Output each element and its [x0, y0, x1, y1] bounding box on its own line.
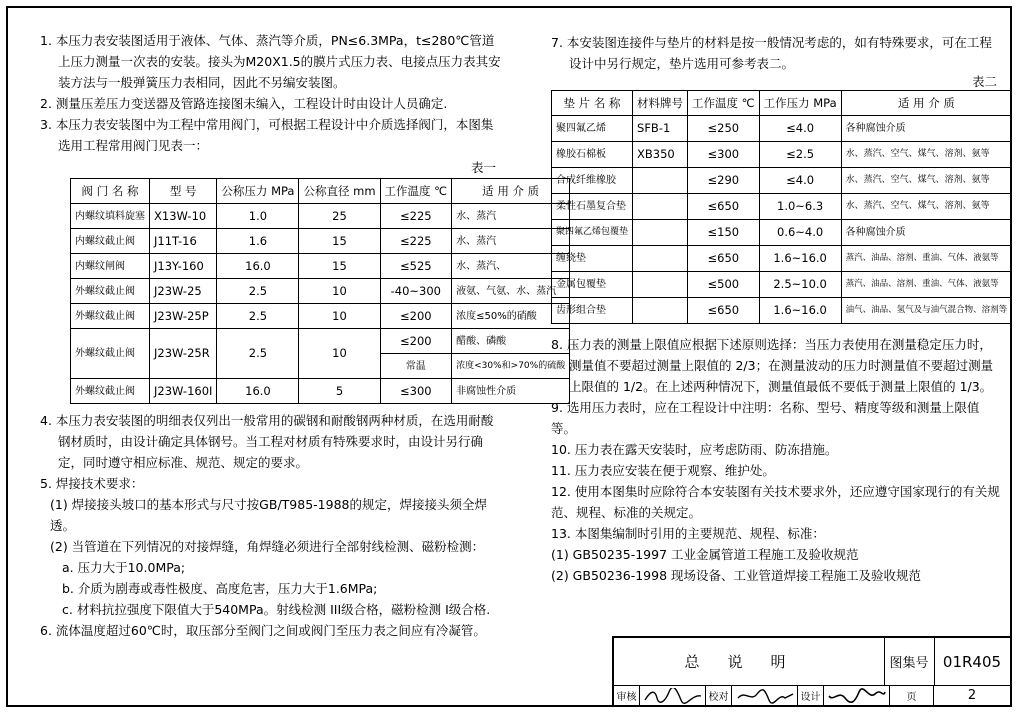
cell: 缠绕垫	[552, 246, 633, 272]
cell: 柔性石墨复合垫	[552, 194, 633, 220]
col-header: 工作温度 ℃	[688, 91, 760, 116]
table-row	[552, 220, 1012, 246]
cell: 10	[299, 279, 380, 304]
cell: 10	[299, 329, 380, 379]
cell: ≤650	[688, 246, 760, 272]
cell	[633, 168, 688, 194]
note-11: 11. 压力表应安装在便于观察、维护处。	[551, 463, 775, 478]
cell: 橡胶石棉板	[552, 142, 633, 168]
table-row	[71, 379, 570, 404]
cell: 醋酸、磷酸	[452, 329, 570, 354]
cell: 内螺纹截止阀	[71, 229, 150, 254]
note-8: 8. 压力表的测量上限值应根据下述原则选择：当压力表使用在测量稳定压力时，测量值不要超过测量上限值的 2/3；在测量波动的压力时测量值不要超过测量上限值的 1/2。在上述两种情况下，测量值最低不要低于测量上限值的 1/3。	[551, 337, 994, 394]
cell: XB350	[633, 142, 688, 168]
cell: ≤525	[380, 254, 452, 279]
table-row	[552, 116, 1012, 142]
title-block	[612, 636, 1010, 705]
cell: ≤4.0	[759, 116, 841, 142]
note-1: 1. 本压力表安装图适用于液体、气体、蒸汽等介质，PN≤6.3MPa，t≤280℃管道上压力测量一次表的安装。接头为M20X1.5的膜片式压力表、电接点压力表其安装方法与一般弹簧压力表相同，因此不另编安装图。	[40, 33, 501, 90]
cell: 水、蒸汽、	[452, 254, 570, 279]
cell: J23W-25P	[150, 304, 217, 329]
valve-table	[70, 178, 570, 404]
sheet-title: 总说明	[614, 638, 885, 685]
cell: X13W-10	[150, 204, 217, 229]
cell: 浓度≤50%的硝酸	[452, 304, 570, 329]
cell: 各种腐蚀介质	[841, 220, 1012, 246]
review-signature	[640, 686, 706, 705]
cell: 水、蒸汽	[452, 229, 570, 254]
design-signature	[824, 686, 890, 705]
cell: 15	[299, 229, 380, 254]
cell	[633, 220, 688, 246]
check-label: 校对	[706, 686, 732, 705]
cell: 蒸汽、油品、溶剂、重油、气体、液氨等	[841, 272, 1012, 298]
col-header: 适 用 介 质	[841, 91, 1012, 116]
cell	[633, 298, 688, 324]
note-5-a: a. 压力大于10.0MPa;	[62, 560, 186, 575]
table-row	[71, 304, 570, 329]
cell: J23W-25R	[150, 329, 217, 379]
cell: 1.0	[217, 204, 299, 229]
signature-scribble-icon	[735, 688, 795, 704]
right-column	[551, 32, 1008, 586]
signature-scribble-icon	[827, 688, 887, 704]
cell: ≤225	[380, 229, 452, 254]
cell: 内螺纹填料旋塞	[71, 204, 150, 229]
note-13: 13. 本图集编制时引用的主要规范、规程、标准：	[551, 526, 825, 541]
cell: ≤225	[380, 204, 452, 229]
cell: 水、蒸汽、空气、煤气、溶剂、氨等	[841, 168, 1012, 194]
note-4: 4. 本压力表安装图的明细表仅列出一般常用的碳钢和耐酸钢两种材质，在选用耐酸钢材质时，由设计确定具体钢号。当工程对材质有特殊要求时，由设计另行确定，同时遵守相应标准、规范、规定的要求。	[40, 413, 494, 470]
table-row	[71, 204, 570, 229]
cell: SFB-1	[633, 116, 688, 142]
check-signature	[732, 686, 798, 705]
note-5-2: (2) 当管道在下列情况的对接焊缝，角焊缝必须进行全部射线检测、磁粉检测：	[50, 539, 485, 554]
cell: 16.0	[217, 254, 299, 279]
col-header: 公称压力 MPa	[217, 179, 299, 204]
cell: 金属包覆垫	[552, 272, 633, 298]
col-header: 工作压力 MPa	[759, 91, 841, 116]
note-5-1: (1) 焊接接头坡口的基本形式与尺寸按GB/T985-1988的规定，焊接接头须全焊透。	[50, 497, 487, 533]
note-7: 7. 本安装图连接件与垫片的材料是按一般情况考虑的，如有特殊要求，可在工程设计中另行规定，垫片选用可参考表二。	[551, 35, 992, 71]
cell	[633, 246, 688, 272]
cell: 合成纤维橡胶	[552, 168, 633, 194]
col-header: 工作温度 ℃	[380, 179, 452, 204]
cell: 16.0	[217, 379, 299, 404]
cell: J11T-16	[150, 229, 217, 254]
note-3: 3. 本压力表安装图中为工程中常用阀门，可根据工程设计中介质选择阀门，本图集选用工程常用阀门见表一：	[40, 117, 494, 153]
note-2: 2. 测量压差压力变送器及管路连接图未编入，工程设计时由设计人员确定.	[40, 96, 448, 111]
cell: ≤150	[688, 220, 760, 246]
cell: 15	[299, 254, 380, 279]
cell: 2.5	[217, 329, 299, 379]
cell: 聚四氟乙烯	[552, 116, 633, 142]
cell: ≤500	[688, 272, 760, 298]
table-row	[71, 229, 570, 254]
note-9: 9. 选用压力表时，应在工程设计中注明：名称、型号、精度等级和测量上限值等。	[551, 400, 980, 436]
cell: 非腐蚀性介质	[452, 379, 570, 404]
col-header: 垫 片 名 称	[552, 91, 633, 116]
cell: J23W-25	[150, 279, 217, 304]
cell: 齿形组合垫	[552, 298, 633, 324]
col-header: 适 用 介 质	[452, 179, 570, 204]
note-6: 6. 流体温度超过60℃时，取压部分至阀门之间或阀门至压力表之间应有冷凝管。	[40, 623, 486, 638]
cell: 水、蒸汽	[452, 204, 570, 229]
cell: 外螺纹截止阀	[71, 279, 150, 304]
cell: 外螺纹截止阀	[71, 304, 150, 329]
note-5: 5. 焊接技术要求：	[40, 476, 144, 491]
cell: J23W-160I	[150, 379, 217, 404]
cell: 外螺纹截止阀	[71, 379, 150, 404]
cell: 液氨、气氨、水、蒸汽	[452, 279, 570, 304]
cell: ≤300	[380, 379, 452, 404]
cell: 5	[299, 379, 380, 404]
reference-1: (1) GB50235-1997 工业金属管道工程施工及验收规范	[551, 547, 859, 562]
cell: 1.6~16.0	[759, 246, 841, 272]
cell: 油气、油品、氢气及与油气混合物、溶剂等	[841, 298, 1012, 324]
table2-caption: 表二	[971, 74, 997, 89]
cell: 2.5~10.0	[759, 272, 841, 298]
cell: ≤650	[688, 194, 760, 220]
cell: 1.0~6.3	[759, 194, 841, 220]
table-row	[552, 142, 1012, 168]
cell: 浓度<30%和>70%的硫酸	[452, 354, 570, 379]
page-number: 2	[967, 688, 977, 703]
atlas-number: 01R405	[942, 652, 1002, 671]
cell: -40~300	[380, 279, 452, 304]
col-header: 阀 门 名 称	[71, 179, 150, 204]
cell: ≤200	[380, 329, 452, 354]
atlas-number-label: 图集号	[884, 638, 935, 685]
gasket-table	[551, 90, 1012, 324]
table-row	[552, 168, 1012, 194]
cell	[633, 272, 688, 298]
cell: 蒸汽、油品、溶剂、重油、气体、液氨等	[841, 246, 1012, 272]
col-header: 型 号	[150, 179, 217, 204]
cell: 外螺纹截止阀	[71, 329, 150, 379]
cell: J13Y-160	[150, 254, 217, 279]
table-row	[552, 194, 1012, 220]
cell: 1.6~16.0	[759, 298, 841, 324]
table-header-row	[71, 179, 570, 204]
cell: ≤200	[380, 304, 452, 329]
cell: 水、蒸汽、空气、煤气、溶剂、氨等	[841, 142, 1012, 168]
cell: ≤290	[688, 168, 760, 194]
cell: ≤300	[688, 142, 760, 168]
table-row	[552, 246, 1012, 272]
cell: ≤4.0	[759, 168, 841, 194]
cell: ≤2.5	[759, 142, 841, 168]
reference-2: (2) GB50236-1998 现场设备、工业管道焊接工程施工及验收规范	[551, 568, 922, 583]
cell: 内螺纹闸阀	[71, 254, 150, 279]
cell: 聚四氟乙烯包覆垫	[552, 220, 633, 246]
col-header: 公称直径 mm	[299, 179, 380, 204]
table-header-row	[552, 91, 1012, 116]
cell: 2.5	[217, 279, 299, 304]
note-5-b: b. 介质为剧毒或毒性极度、高度危害，压力大于1.6MPa;	[62, 581, 378, 596]
cell: 25	[299, 204, 380, 229]
col-header: 材料牌号	[633, 91, 688, 116]
note-5-c: c. 材料抗拉强度下限值大于540MPa。射线检测 III级合格，磁粉检测 I级合格.	[62, 602, 491, 617]
cell: 常温	[380, 354, 452, 379]
left-column	[40, 30, 566, 641]
cell: 1.6	[217, 229, 299, 254]
review-label: 审核	[614, 686, 640, 705]
note-10: 10. 压力表在露天安装时，应考虑防雨、防冻措施。	[551, 442, 838, 457]
title-block-top-row	[614, 638, 1010, 686]
page-label: 页	[890, 686, 934, 705]
table-row	[71, 279, 570, 304]
cell: 10	[299, 304, 380, 329]
cell	[633, 194, 688, 220]
cell: 水、蒸汽、空气、煤气、溶剂、氨等	[841, 194, 1012, 220]
title-block-signature-row	[614, 686, 1010, 705]
cell: 0.6~4.0	[759, 220, 841, 246]
cell: 各种腐蚀介质	[841, 116, 1012, 142]
signature-scribble-icon	[643, 688, 703, 704]
cell: ≤650	[688, 298, 760, 324]
table1-caption: 表一	[470, 160, 496, 175]
cell: ≤250	[688, 116, 760, 142]
table-row	[552, 298, 1012, 324]
cell: 2.5	[217, 304, 299, 329]
design-label: 设计	[798, 686, 824, 705]
note-12: 12. 使用本图集时应除符合本安装图有关技术要求外，还应遵守国家现行的有关规范、规程、标准的关规定。	[551, 484, 1000, 520]
table-row	[552, 272, 1012, 298]
table-row	[71, 329, 570, 354]
table-row	[71, 254, 570, 279]
